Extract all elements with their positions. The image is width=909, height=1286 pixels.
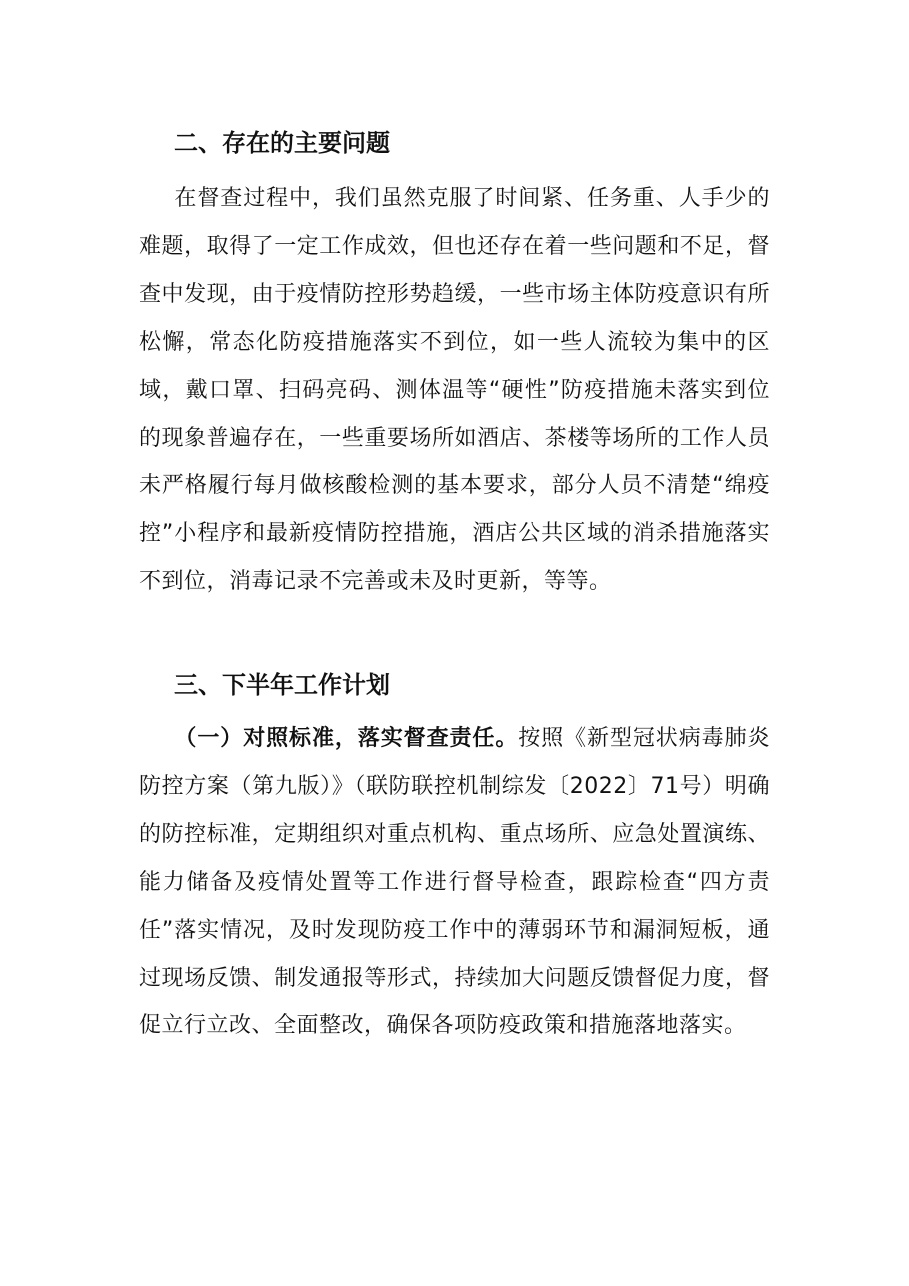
- plan-item-1-paragraph: [139, 715, 770, 1050]
- problems-paragraph: [139, 175, 770, 606]
- problems-paragraph-text: 在督查过程中，我们虽然克服了时间紧、任务重、人手少的难题，取得了一定工作成效，但也还存在着一些问题和不足，督查中发现，由于疫情防控形势趋缓，一些市场主体防疫意识有所松懈，常态化防疫措施落实不到位，如一些人流较为集中的区域，戴口罩、扫码亮码、测体温等“硬性”防疫措施未落实到位的现象普遍存在，一些重要场所如酒店、茶楼等场所的工作人员未严格履行每月做核酸检测的基本要求，部分人员不清楚“绵疫控”小程序和最新疫情防控措施，酒店公共区域的消杀措施落实不到位，消毒记录不完善或未及时更新，等等。: [139, 186, 770, 595]
- section-heading-plan: 三、下半年工作计划: [174, 671, 390, 699]
- section-heading-problems: 二、存在的主要问题: [174, 129, 390, 157]
- plan-item-1-body: 按照《新型冠状病毒肺炎防控方案（第九版）》（联防联控机制综发〔2022〕71号）明确的防控标准，定期组织对重点机构、重点场所、应急处置演练、能力储备及疫情处置等工作进行督导检查，跟踪检查“四方责任”落实情况，及时发现防疫工作中的薄弱环节和漏洞短板，通过现场反馈、制发通报等形式，持续加大问题反馈督促力度，督促立行立改、全面整改，确保各项防疫政策和措施落地落实。: [139, 726, 770, 1039]
- plan-item-1-title: （一）对照标准，落实督查责任。: [174, 726, 519, 751]
